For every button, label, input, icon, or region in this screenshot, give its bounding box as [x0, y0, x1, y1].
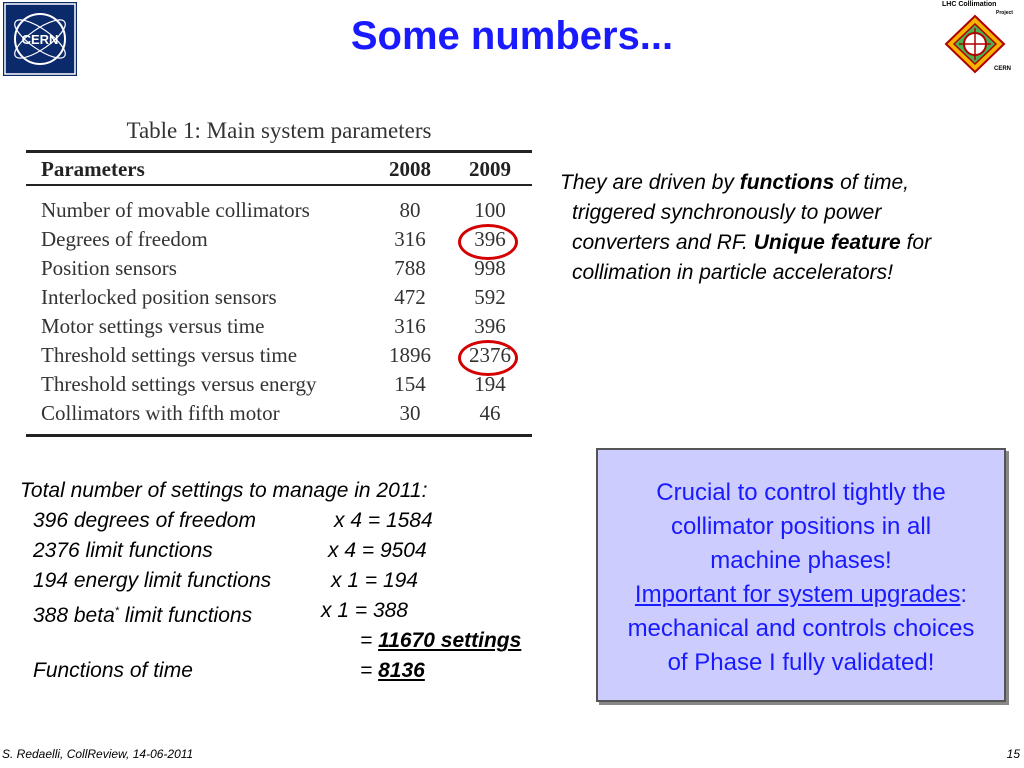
totals-line-beta-calc: x 1 = 388 — [321, 599, 408, 622]
table-row — [26, 256, 532, 285]
note-text: for — [900, 231, 932, 254]
sum-equals: = — [360, 629, 379, 652]
totals-line-beta-label — [33, 596, 252, 631]
callout-line-5: mechanical and controls choices — [627, 615, 975, 642]
row-2009: 194 — [474, 372, 506, 396]
functions-of-time-total — [360, 656, 425, 686]
row-2009: 2376 — [469, 343, 511, 367]
note-line-4: collimation in particle accelerators! — [572, 261, 893, 284]
lhc-collimation-logo — [936, 0, 1022, 80]
row-2008: 316 — [394, 314, 426, 338]
callout-box — [596, 448, 1006, 702]
fot-value: 8136 — [378, 659, 425, 682]
totals-line-limit-label: 2376 limit functions — [33, 539, 213, 562]
functions-note — [560, 168, 1020, 288]
sum-value: 11670 settings — [378, 629, 522, 652]
note-line-3 — [560, 228, 1020, 258]
row-2009: 592 — [474, 285, 506, 309]
row-parameter: Interlocked position sensors — [41, 285, 277, 309]
beta-star: * — [114, 605, 120, 617]
row-parameter: Threshold settings versus time — [41, 343, 298, 367]
row-2008: 788 — [394, 256, 426, 280]
note-line-2: triggered synchronously to power — [572, 201, 882, 224]
row-2009: 998 — [474, 256, 506, 280]
row-2009: 100 — [474, 198, 506, 222]
lhc-logo-title: LHC Collimation — [942, 1, 997, 8]
row-parameter: Motor settings versus time — [41, 314, 265, 338]
note-text: converters and RF. — [572, 231, 754, 254]
page-title: Some numbers... — [350, 14, 674, 58]
beta-label-text: 388 beta — [33, 604, 115, 627]
table-row — [26, 198, 532, 227]
header-2009: 2009 — [469, 157, 511, 181]
beta-label-text: limit functions — [119, 604, 253, 627]
lhc-logo-cern: CERN — [994, 66, 1012, 72]
row-parameter: Position sensors — [41, 256, 177, 280]
callout-line-4 — [598, 578, 1004, 612]
row-2008: 1896 — [389, 343, 431, 367]
row-2008: 472 — [394, 285, 426, 309]
row-2009: 396 — [474, 227, 506, 251]
callout-line-2: collimator positions in all — [670, 513, 932, 540]
highlight-circle-2376 — [458, 340, 518, 376]
table-rule-bottom — [26, 434, 532, 437]
totals-line-energy-label: 194 energy limit functions — [33, 569, 272, 592]
table-row — [26, 343, 532, 372]
callout-text — [598, 476, 1004, 680]
row-2008: 30 — [399, 401, 421, 425]
table-row — [26, 401, 532, 430]
header-parameters: Parameters — [41, 157, 145, 181]
cern-logo-text: CERN — [21, 32, 59, 47]
table-row — [26, 285, 532, 314]
totals-sum — [360, 626, 521, 656]
table-row — [26, 372, 532, 401]
totals-line-energy-calc: x 1 = 194 — [331, 569, 418, 592]
row-2009: 396 — [474, 314, 506, 338]
table-row — [26, 227, 532, 256]
row-parameter: Number of movable collimators — [41, 198, 310, 222]
callout-line-3: machine phases! — [710, 547, 892, 574]
totals-heading: Total number of settings to manage in 2011: — [20, 479, 428, 502]
note-text: of time, — [834, 171, 909, 194]
page-number: 15 — [1006, 747, 1020, 761]
table-row — [26, 314, 532, 343]
row-2009: 46 — [479, 401, 501, 425]
note-emphasis-functions: functions — [739, 171, 835, 194]
table-rule-top — [26, 150, 532, 153]
collimator-diamond-icon — [944, 14, 1006, 74]
totals-line-limit-calc: x 4 = 9504 — [328, 539, 427, 562]
header-2008: 2008 — [389, 157, 431, 181]
table-caption: Table 1: Main system parameters — [126, 118, 432, 143]
highlight-circle-396 — [458, 224, 518, 260]
note-emphasis-unique-feature: Unique feature — [753, 231, 901, 254]
totals-line-dof-calc: x 4 = 1584 — [334, 509, 433, 532]
note-text: They are driven by — [560, 171, 740, 194]
functions-of-time-label: Functions of time — [33, 659, 193, 682]
row-2008: 80 — [399, 198, 421, 222]
row-parameter: Degrees of freedom — [41, 227, 208, 251]
callout-line-1: Crucial to control tightly the — [656, 479, 946, 506]
row-2008: 316 — [394, 227, 426, 251]
parameters-table — [26, 118, 532, 438]
callout-colon: : — [960, 581, 968, 608]
row-parameter: Threshold settings versus energy — [41, 372, 317, 396]
callout-line-6: of Phase I fully validated! — [667, 649, 935, 676]
lhc-logo-subtitle: Project — [996, 10, 1013, 16]
upgrades-link[interactable]: Important for system upgrades — [634, 581, 961, 608]
row-parameter: Collimators with fifth motor — [41, 401, 280, 425]
fot-equals: = — [360, 659, 379, 682]
totals-line-dof-label: 396 degrees of freedom — [33, 509, 256, 532]
row-2008: 154 — [394, 372, 426, 396]
footer-author: S. Redaelli, CollReview, 14-06-2011 — [2, 747, 194, 761]
note-line-1 — [560, 168, 1020, 198]
table-rule-header — [26, 184, 532, 186]
